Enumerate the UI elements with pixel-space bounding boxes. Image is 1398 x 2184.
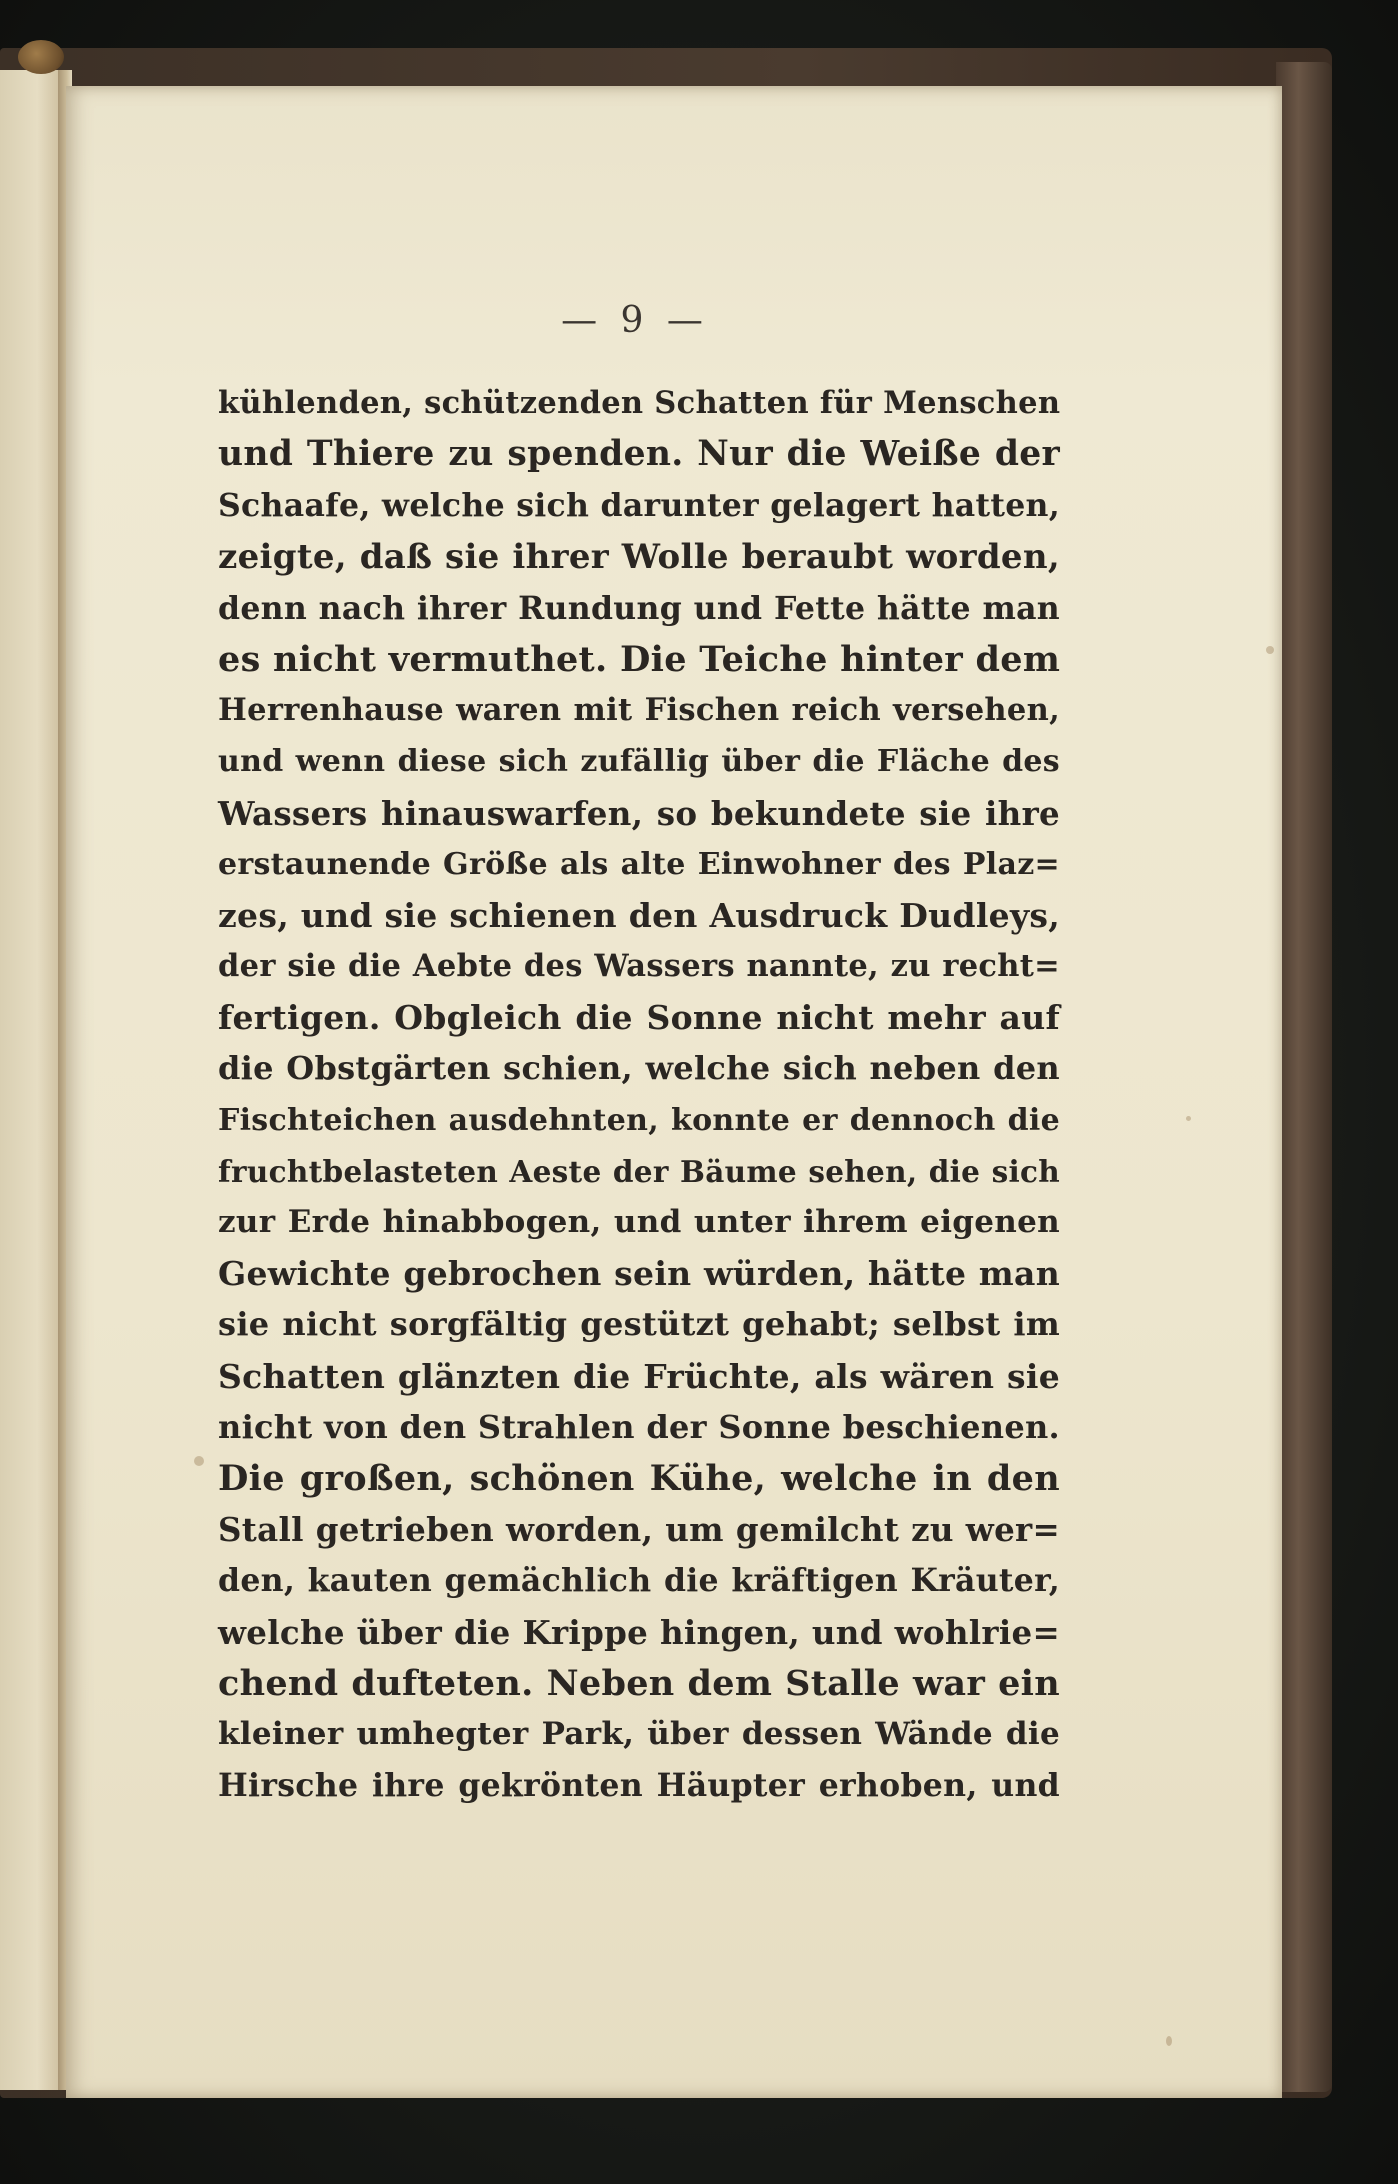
text-line: Die großen, schönen Kühe, welche in den bbox=[218, 1457, 1060, 1499]
foxing-spot bbox=[1186, 1116, 1191, 1121]
text-line: sie nicht sorgfältig gestützt gehabt; selbst im bbox=[218, 1305, 1060, 1344]
text-line: denn nach ihrer Rundung und Fette hätte man bbox=[218, 589, 1060, 627]
binding-clasp bbox=[18, 40, 64, 74]
page-number: — 9 — bbox=[561, 300, 709, 341]
text-line: zes, und sie schienen den Ausdruck Dudleys, bbox=[218, 895, 1061, 935]
text-line: erstaunende Größe als alte Einwohner des Plaz= bbox=[218, 846, 1060, 882]
text-line: kleiner umhegter Park, über dessen Wände die bbox=[218, 1715, 1060, 1752]
text-line: zeigte, daß sie ihrer Wolle beraubt worden, bbox=[218, 536, 1060, 577]
text-line: Wassers hinauswarfen, so bekundete sie ihre bbox=[218, 793, 1060, 833]
text-line: und wenn diese sich zufällig über die Fläche des bbox=[218, 744, 1060, 780]
foxing-spot bbox=[1266, 646, 1274, 654]
text-line: es nicht vermuthet. Die Teiche hinter dem bbox=[218, 638, 1061, 680]
text-line: welche über die Krippe hingen, und wohlrie= bbox=[218, 1612, 1060, 1652]
text-line: Gewichte gebrochen sein würden, hätte man bbox=[218, 1254, 1060, 1294]
foxing-spot bbox=[1166, 2036, 1172, 2046]
text-line: Herrenhause waren mit Fischen reich versehen, bbox=[218, 692, 1060, 729]
text-line: Schaafe, welche sich darunter gelagert hatten, bbox=[218, 487, 1060, 525]
text-line: Schatten glänzten die Früchte, als wären sie bbox=[218, 1356, 1060, 1396]
text-line: die Obstgärten schien, welche sich neben den bbox=[218, 1049, 1060, 1088]
text-line: fruchtbelasteten Aeste der Bäume sehen, die sich bbox=[218, 1153, 1060, 1189]
text-line: kühlenden, schützenden Schatten für Menschen bbox=[218, 385, 1061, 421]
text-line: Hirsche ihre gekrönten Häupter erhoben, und bbox=[218, 1767, 1060, 1805]
text-line: chend dufteten. Neben dem Stalle war ein bbox=[218, 1662, 1060, 1704]
page-text bbox=[218, 378, 1060, 1811]
text-line: nicht von den Strahlen der Sonne beschienen. bbox=[218, 1407, 1060, 1446]
book-cover-edge bbox=[1276, 62, 1332, 2092]
text-line: Stall getrieben worden, um gemilcht zu wer= bbox=[218, 1510, 1060, 1550]
text-line: der sie die Aebte des Wassers nannte, zu recht= bbox=[218, 948, 1060, 985]
text-line: und Thiere zu spenden. Nur die Weiße der bbox=[218, 434, 1060, 475]
text-line: zur Erde hinabbogen, und unter ihrem eigenen bbox=[218, 1204, 1060, 1240]
text-line: den, kauten gemächlich die kräftigen Kräuter, bbox=[218, 1562, 1060, 1600]
foxing-spot bbox=[194, 1456, 204, 1466]
text-line: Fischteichen ausdehnten, konnte er dennoch die bbox=[218, 1102, 1060, 1138]
facing-page-edge bbox=[0, 70, 62, 2090]
text-line: fertigen. Obgleich die Sonne nicht mehr auf bbox=[218, 998, 1060, 1038]
